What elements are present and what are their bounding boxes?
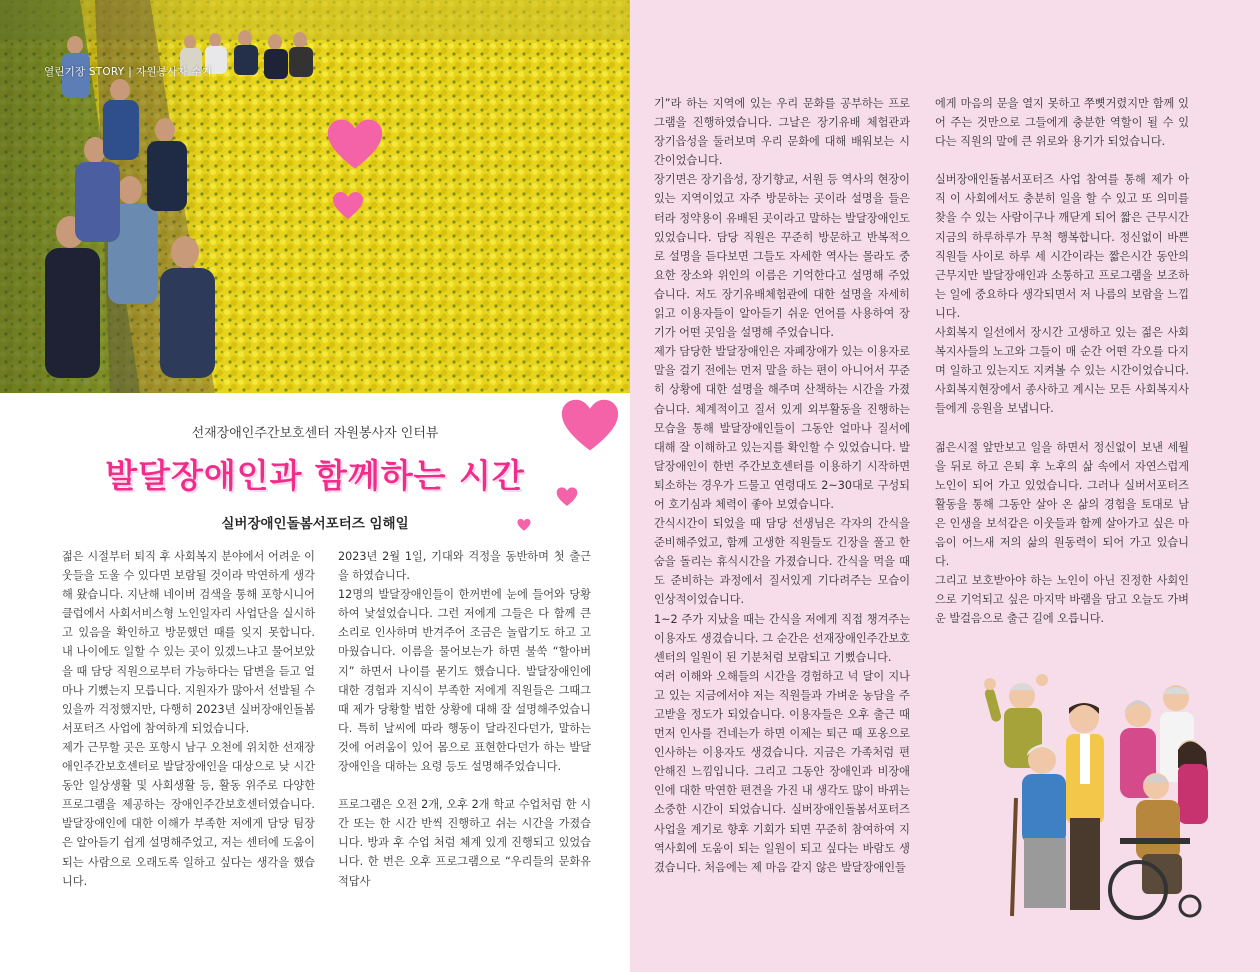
paragraph: 제가 근무할 곳은 포항시 남구 오천에 위치한 선재장애인주간보호센터로 발달장애인을 대상으로 낮 시간 동안 일상생활 및 사회생활 등, 활동 위주로 다양한 프로그램을 제공하는 장애인주간보호센터였습니다. 발달장애인에 대한 이해가 부족한 저에게 담당 팀장은 알아듣기 쉽게 설명해주었고, 저는 센터에 도움이 되는 사람으로 오래도록 일하고 싶다는 생각을 했습니다.: [62, 740, 315, 888]
paragraph: 장기면은 장기읍성, 장기향교, 서원 등 역사의 현장이 있는 지역이었고 자주 방문하는 곳이라 설명을 들은 터라 정약용이 유배된 곳이라고 말하는 발달장애인도 있었습니다. 담당 직원은 꾸준히 방문하고 반복적으로 설명을 듣다보면 그들도 자세한 역사는 몰라도 중요한 장소와 위인의 이름은 기억한다고 설명해 주었습니다. 저도 장기유배체험관에 대한 설명을 자세히 읽고 이용자들이 알아듣기 쉬운 언어를 사용하여 장기가 어떤 곳임을 설명해 주었습니다.: [654, 173, 910, 340]
section-separator: |: [128, 66, 133, 78]
paragraph: 에게 마음의 문을 열지 못하고 쭈뼛거렸지만 함께 있어 주는 것만으로 그들에게 충분한 역할이 될 수 있다는 직원의 말에 큰 위로와 용기가 되었습니다.: [935, 97, 1189, 149]
paragraph: 젊은 시절부터 퇴직 후 사회복지 분야에서 어려운 이웃들을 도울 수 있다면 보람될 것이라 막연하게 생각해 왔습니다. 지난해 네이버 검색을 통해 포항시니어클럽에서 사회서비스형 노인일자리 사업단을 실시하고 있음을 확인하고 방문했던 때를 잊지 못합니다. 내 나이에도 일할 수 있는 곳이 있겠느냐고 물어보았을 때 담당 직원으로부터 가능하다는 답변을 듣고 얼마나 기뻤는지 모릅니다. 지원자가 많아서 선발될 수 있을까 걱정했지만, 다행히 2023년 실버장애인돌봄서포터즈 사업에 참여하게 되었습니다.: [62, 550, 315, 735]
paragraph: 기”라 하는 지역에 있는 우리 문화를 공부하는 프로그램을 진행하였습니다. 그날은 장기유배 체험관과 장기읍성을 둘러보며 우리 문화에 대해 배워보는 시간이었습니다.: [654, 97, 910, 168]
paragraph: 1~2 주가 지났을 때는 간식을 저에게 직접 챙겨주는 이용자도 생겼습니다. 그 순간은 선재장애인주간보호센터의 일원이 된 기분처럼 보람되고 기뻤습니다.: [654, 612, 910, 664]
section-category: 자원봉사자 수기: [136, 66, 212, 78]
heart-icon: [332, 190, 364, 222]
text-column-2: [338, 547, 591, 891]
paragraph: 그리고 보호받아야 하는 노인이 아닌 진정한 사회인으로 기억되고 싶은 마지막 바램을 담고 오늘도 가벼운 발걸음으로 출근 길에 오릅니다.: [935, 574, 1189, 626]
paragraph: 여러 이해와 오해들의 시간을 경험하고 넉 달이 지나고 있는 지금에서야 저는 직원들과 가벼운 농담을 주고받을 정도가 되었습니다. 이용자들은 오후 출근 때 먼저 인사를 건네는가 하면 이제는 퇴근 때 포옹으로 인사하는 이용자도 생겼습니다. 지금은 가족처럼 편안해진 느낌입니다. 그리고 그동안 장애인과 비장애인에 대한 막연한 편견을 가진 내 생각도 많이 바뀌는 소중한 시간이 되었습니다. 실버장애인돌봄서포터즈 사업을 계기로 향후 기회가 되면 꾸준히 참여하여 지역사회에 도움이 되는 일원이 되고 싶다는 바람도 생겼습니다. 처음에는 제 마음 같지 않은 발달장애인들: [654, 669, 910, 874]
paragraph: 제가 담당한 발달장애인은 자폐장애가 있는 이용자로 말을 걸기 전에는 먼저 말을 하는 편이 아니어서 꾸준히 상황에 대한 설명을 해주며 산책하는 시간을 가졌습니다. 체계적이고 질서 있게 외부활동을 진행하는 모습을 통해 발달장애인들이 그동안 얼마나 질서에 대해 잘 이해하고 있는지를 확인할 수 있었습니다. 발달장애인이 한번 주간보호센터를 이용하기 시작하면 퇴소하는 경우가 드물고 연령대도 2~30대로 구성되어 호기심과 체력이 좋아 보였습니다.: [654, 345, 910, 511]
running-head: [44, 64, 212, 79]
article-title: 발달장애인과 함께하는 시간: [105, 456, 525, 495]
article-subtitle: 선재장애인주간보호센터 자원봉사자 인터뷰: [191, 426, 439, 441]
text-column-1: [62, 547, 315, 891]
paragraph: 프로그램은 오전 2개, 오후 2개 학교 수업처럼 한 시간 또는 한 시간 반씩 진행하고 쉬는 시간을 가졌습니다. 방과 후 수업 처럼 체계 있게 진행되고 있었습니다. 한 번은 오후 프로그램으로 “우리들의 문화유적답사: [338, 798, 591, 888]
paragraph: 간식시간이 되었을 때 담당 선생님은 각자의 간식을 준비해주었고, 함께 고생한 직원들도 긴장을 풀고 한숨을 돌리는 휴식시간을 가졌습니다. 간식을 먹을 때도 준비하는 과정에서 질서있게 기다려주는 모습이 인상적이었습니다.: [654, 517, 910, 607]
paragraph: 12명의 발달장애인들이 한꺼번에 눈에 들어와 당황하여 낯설었습니다. 그런 저에게 그들은 다 함께 큰소리로 인사하며 반겨주어 조금은 놀랍기도 하고 고마웠습니다. 이름을 물어보는가 하면 불쑥 “할아버지” 하면서 나이를 묻기도 했습니다. 발달장애인에 대한 경험과 지식이 부족한 저에게 직원들은 그때그때 제가 당황할 법한 상황에 대해 잘 설명해주었습니다. 특히 날씨에 따라 행동이 달라진다던가, 말하는 것에 어려움이 있어 몸으로 표현한다던가 하는 발달장애인을 대하는 요령 등도 설명해주었습니다.: [338, 588, 591, 774]
paragraph: 2023년 2월 1일, 기대와 걱정을 동반하며 첫 출근을 하였습니다.: [338, 550, 591, 583]
paragraph: 사회복지 일선에서 장시간 고생하고 있는 젊은 사회복지사들의 노고와 그들이 매 순간 어떤 각오를 다지며 일하고 있는지도 지켜볼 수 있는 시간이었습니다. 사회복지현장에서 종사하고 계시는 모든 사회복지사들에게 응원을 보냅니다.: [935, 326, 1189, 416]
paragraph: 젊은시절 앞만보고 일을 하면서 정신없이 보낸 세월을 뒤로 하고 은퇴 후 노후의 삶 속에서 자연스럽게 노인이 되어 가고 있었습니다. 그러나 실버서포터즈 활동을 통해 그동안 살아 온 삶의 경험을 토대로 남은 인생을 보석같은 이웃들과 함께 살아가고 싶은 마음이 어느새 저의 삶의 원동력이 되어 가고 있습니다.: [935, 440, 1189, 569]
text-column-4: [935, 94, 1189, 628]
article-byline: 실버장애인돌봄서포터즈 임해일: [221, 516, 409, 532]
section-name: 열린기장 STORY: [44, 66, 125, 78]
heart-icon: [326, 116, 384, 174]
text-column-3: [654, 94, 910, 877]
elderly-group-illustration: [980, 668, 1220, 924]
paragraph: 실버장애인돌봄서포터즈 사업 참여를 통해 제가 아직 이 사회에서도 충분히 일을 할 수 있고 또 의미를 찾을 수 있는 사람이구나 깨닫게 되어 짧은 근무시간 지금의 하루하루가 무척 행복합니다. 정신없이 바쁜 직원들 사이로 하루 세 시간이라는 짧은시간 동안의 근무지만 발달장애인과 소통하고 프로그램을 보조하는 일에 중요하다 생각되면서 저 나름의 보람을 느낍니다.: [935, 173, 1189, 320]
canola-field-photo: [0, 0, 630, 393]
